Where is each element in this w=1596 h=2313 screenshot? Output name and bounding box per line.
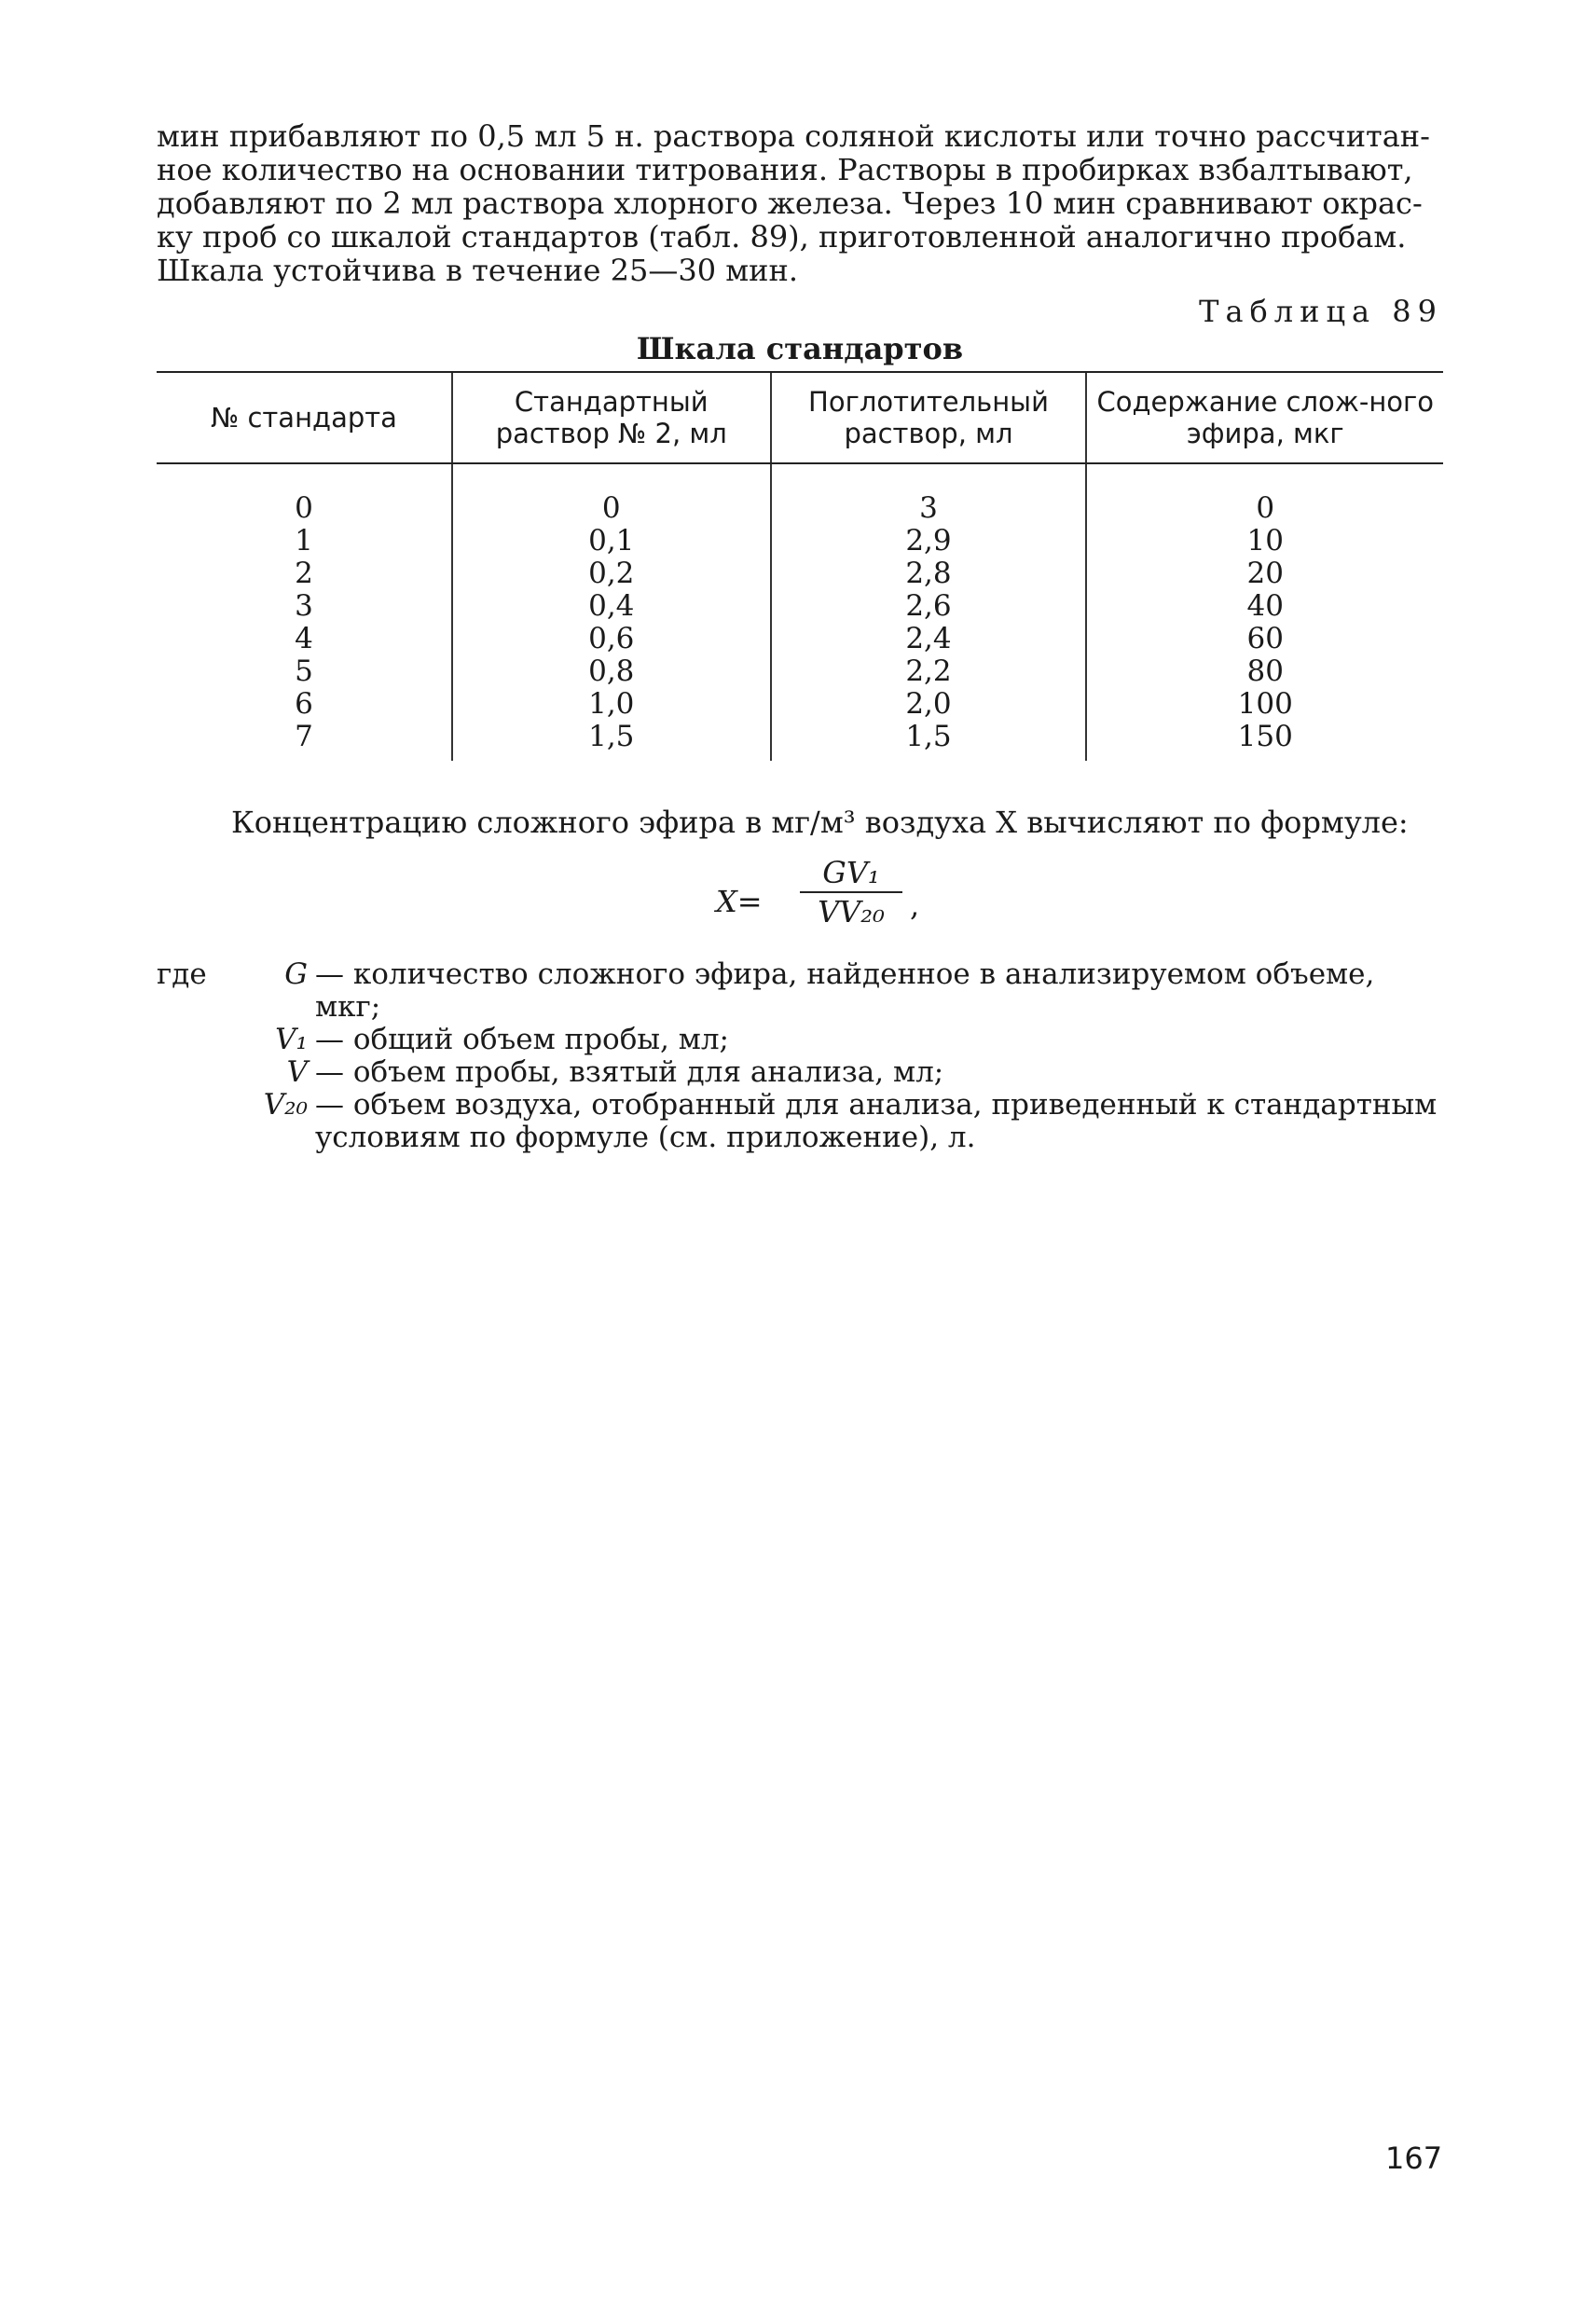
cell: 40 (1086, 590, 1443, 623)
cell: 0 (1086, 463, 1443, 525)
cell: 60 (1086, 623, 1443, 655)
cell: 10 (1086, 525, 1443, 558)
intro-line: мин прибавляют по 0,5 мл 5 н. раствора соляной кислоты или точно рассчитан- (157, 118, 1430, 154)
intro-line: Шкала устойчива в течение 25—30 мин. (157, 253, 798, 288)
cell: 1,0 (452, 688, 770, 721)
concentration-formula (157, 856, 1443, 945)
cell: 2,2 (771, 655, 1087, 688)
definition-symbol: V (286, 1055, 308, 1089)
definition-row (157, 1089, 1443, 1154)
definition-text: — объем воздуха, отобранный для анализа, приведенный к стандартным условиям по формуле (см. приложение), л. (315, 1088, 1438, 1154)
cell: 2,0 (771, 688, 1087, 721)
cell: 80 (1086, 655, 1443, 688)
header-standard-solution: Стандартный раствор № 2, мл (452, 372, 770, 463)
cell: 0,2 (452, 558, 770, 590)
definition-text: — объем пробы, взятый для анализа, мл; (315, 1055, 944, 1089)
page-number: 167 (1385, 2141, 1443, 2176)
cell: 100 (1086, 688, 1443, 721)
formula-tail: , (910, 888, 920, 923)
cell: 2 (295, 557, 313, 590)
definition-row (157, 958, 1443, 1024)
cell: 1,5 (771, 721, 1087, 761)
formula-numerator: GV₁ (800, 856, 902, 893)
cell: 3 (295, 589, 313, 623)
definition-text: — количество сложного эфира, найденное в анализируемом объеме, мкг; (315, 957, 1375, 1024)
table-row (157, 463, 1443, 525)
header-standard-number: № стандарта (157, 372, 452, 463)
cell: 0 (452, 463, 770, 525)
cell: 2,8 (771, 558, 1087, 590)
definitions-list (157, 958, 1443, 1154)
cell: 0,4 (452, 590, 770, 623)
cell: 4 (295, 622, 313, 655)
table-row (157, 688, 1443, 721)
where-label: где (157, 957, 207, 991)
intro-paragraph (157, 119, 1443, 287)
table-title: Шкала стандартов (636, 331, 964, 366)
cell: 2,4 (771, 623, 1087, 655)
cell: 150 (1086, 721, 1443, 761)
formula-lhs: X= (716, 884, 763, 919)
table-caption: Таблица 89 (1199, 294, 1443, 329)
table-header-row (157, 372, 1443, 463)
formula-fraction (800, 856, 902, 930)
cell: 1,5 (452, 721, 770, 761)
table-row (157, 655, 1443, 688)
definition-symbol: G (284, 957, 308, 991)
cell: 0 (295, 491, 313, 525)
definition-text: — общий объем пробы, мл; (315, 1023, 730, 1056)
table-row (157, 525, 1443, 558)
page-body (157, 119, 1443, 1154)
cell: 6 (295, 687, 313, 721)
header-ester-content: Содержание слож-ного эфира, мкг (1086, 372, 1443, 463)
definition-symbol: V₂₀ (263, 1088, 308, 1122)
cell: 20 (1086, 558, 1443, 590)
cell: 0,1 (452, 525, 770, 558)
intro-line: добавляют по 2 мл раствора хлорного железа. Через 10 мин сравнивают окрас- (157, 186, 1423, 221)
table-row (157, 590, 1443, 623)
definition-symbol: V₁ (275, 1023, 308, 1056)
header-absorbing-solution: Поглотительный раствор, мл (771, 372, 1087, 463)
table-row (157, 623, 1443, 655)
cell: 0,6 (452, 623, 770, 655)
cell: 7 (295, 720, 313, 753)
cell: 3 (771, 463, 1087, 525)
definition-row (157, 1024, 1443, 1056)
cell: 2,6 (771, 590, 1087, 623)
intro-line: ное количество на основании титрования. Растворы в пробирках взбалтывают, (157, 152, 1413, 187)
standards-table (157, 371, 1443, 761)
table-row (157, 721, 1443, 761)
cell: 1 (295, 524, 313, 558)
formula-denominator: VV₂₀ (818, 894, 885, 929)
cell: 5 (295, 654, 313, 688)
table-row (157, 558, 1443, 590)
formula-intro: Концентрацию сложного эфира в мг/м³ воздуха X вычисляют по формуле: (231, 805, 1409, 840)
cell: 2,9 (771, 525, 1087, 558)
cell: 0,8 (452, 655, 770, 688)
definition-row (157, 1056, 1443, 1089)
intro-line: ку проб со шкалой стандартов (табл. 89), приготовленной аналогично пробам. (157, 219, 1407, 255)
